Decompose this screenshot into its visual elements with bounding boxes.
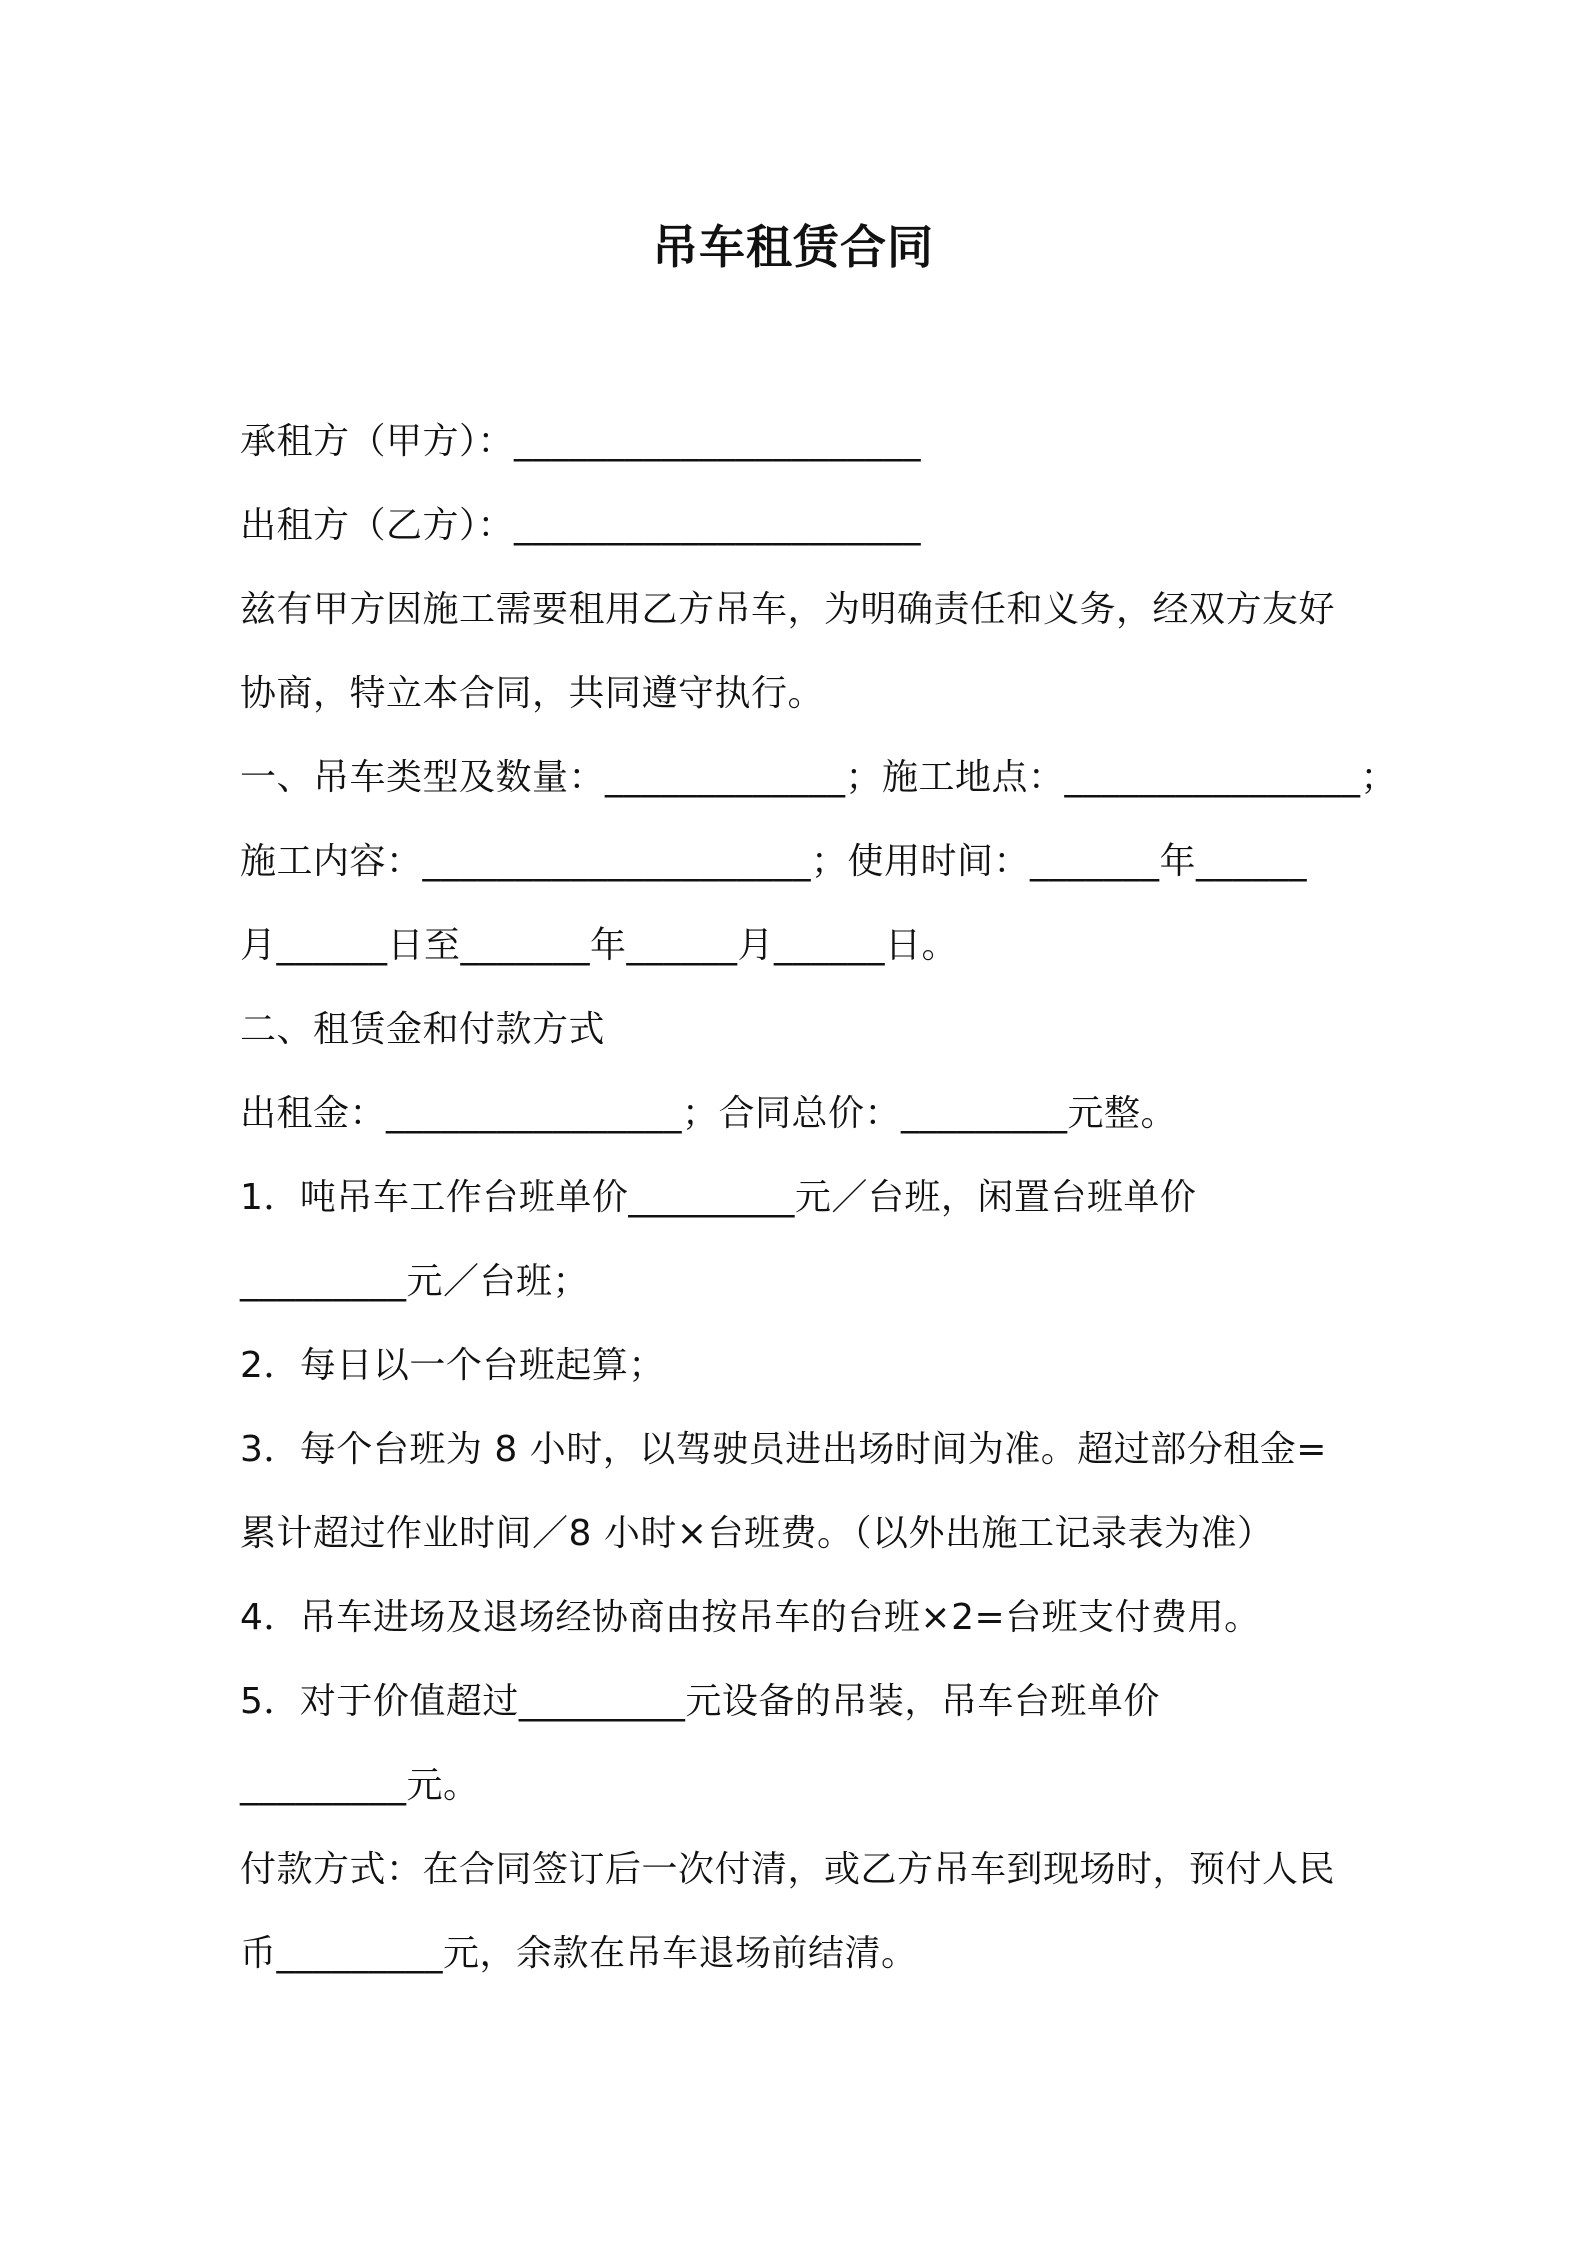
clause-2-line: 2．每日以一个台班起算； bbox=[240, 1345, 665, 1386]
clause-4-line: 4．吊车进场及退场经协商由按吊车的台班×2=台班支付费用。 bbox=[240, 1597, 1261, 1638]
preamble-line-1: 兹有甲方因施工需要租用乙方吊车，为明确责任和义务，经双方友好 bbox=[240, 589, 1336, 630]
clause-3-line-1: 3．每个台班为 8 小时，以驾驶员进出场时间为准。超过部分租金= bbox=[240, 1429, 1327, 1470]
clause-3-line-2: 累计超过作业时间／8 小时×台班费。（以外出施工记录表为准） bbox=[240, 1513, 1274, 1554]
clause-1-line-2: _________元／台班； bbox=[240, 1261, 590, 1302]
lessor-line: 出租方（乙方）：______________________ bbox=[240, 505, 922, 546]
clause-5-line-2: _________元。 bbox=[240, 1765, 480, 1806]
lessee-line: 承租方（甲方）：______________________ bbox=[240, 421, 922, 462]
section-1-line-1: 一、吊车类型及数量：_____________；施工地点：________________； bbox=[240, 757, 1398, 798]
rent-total-line: 出租金：________________；合同总价：_________元整。 bbox=[240, 1093, 1178, 1134]
payment-line-1: 付款方式：在合同签订后一次付清，或乙方吊车到现场时，预付人民 bbox=[240, 1849, 1336, 1890]
payment-line-2: 币_________元，余款在吊车退场前结清。 bbox=[240, 1933, 918, 1974]
contract-body bbox=[240, 400, 1398, 1996]
clause-1-line-1: 1．吨吊车工作台班单价_________元／台班，闲置台班单价 bbox=[240, 1177, 1197, 1218]
section-2-heading: 二、租赁金和付款方式 bbox=[240, 1009, 606, 1050]
section-1-line-2: 施工内容：_____________________；使用时间：_______年______ bbox=[240, 841, 1308, 882]
document-title: 吊车租赁合同 bbox=[652, 220, 934, 274]
clause-5-line-1: 5．对于价值超过_________元设备的吊装，吊车台班单价 bbox=[240, 1681, 1160, 1722]
preamble-line-2: 协商，特立本合同，共同遵守执行。 bbox=[240, 673, 825, 714]
section-1-line-3: 月______日至_______年______月______日。 bbox=[240, 925, 959, 966]
